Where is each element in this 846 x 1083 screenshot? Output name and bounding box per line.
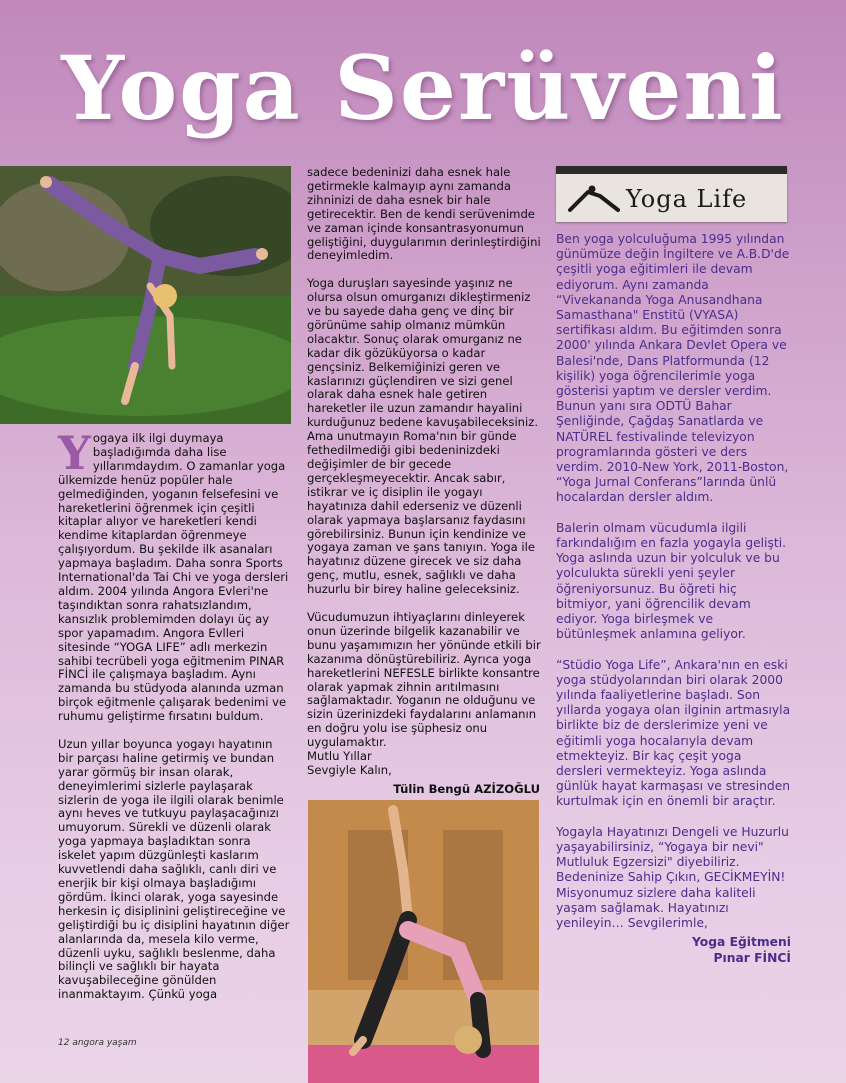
article-paragraph: Uzun yıllar boyunca yogayı hayatının bir parçası haline getirmiş ve bundan yarar görmüş bir insan olarak, deneyimlerimi sizlerle paylaşarak sizlerin de yoga ile ilgili olarak benimle aynı heves ve tutkuyu paylaşacağınızı umuyorum. Sürekli ve düzenli olarak yoga yapmaya başladıktan sonra iskelet yapım düzgünleşti kaslarım kuvvetlendi daha sağlıklı, canlı diri ve enerjik bir kişi olmaya başladığımı gördüm. İkinci olarak, yoga sayesinde herkesin iç disiplinini geliştireceğine ve geliştirdiği bu iç disiplini hayatının diğer alanlarında da, mesela kilo verme, düzenli uyku, sağlıklı beslenme, daha bilinçli ve sağlıklı bir hayata kavuşabileceğine gönülden inanmaktayım. Çünkü yoga [58, 736, 290, 1002]
article-paragraph: Yoga duruşları sayesinde yaşınız ne olursa olsun omurganızı dikleştirmeniz ve bu sayede daha genç ve dinç bir görünüme sahip olmanız mümkün olacaktır. Sonuç olarak omurganız ne kadar dik gözüküyorsa o kadar gençsiniz. Belkemiğinizi geren ve kaslarınızı güçlendiren ve sizi genel olarak daha esnek hale getiren hareketler ile uzun zamandır hayalini kurduğunuz bedene kavuşabileceksiniz. Ama unutmayın Roma'nın bir günde fethedilmediği gibi bedeninizdeki değişimler de bir gecede gerçekleşmeyecektir. Ancak sabır, istikrar ve iç disiplin ile yogayı hayatınıza dahil ederseniz ve düzenli olarak yapmaya başlarsanız faydasını görebilirsiniz. Bunun için kendinize ve yogaya zaman ve şans tanıyın. Yoga ile hayatınız düzene girecek ve siz daha genç, mutlu, esnek, sağlıklı ve daha huzurlu bir birey haline geleceksiniz. [307, 276, 539, 597]
closing-line: Sevgiyle Kalın, [307, 762, 392, 777]
article-paragraph: Yogayla Hayatınızı Dengeli ve Huzurlu yaşayabilirsiniz, “Yogaya bir nevi" Mutluluk Egzersizi" diyebiliriz. Bedeninize Sahip Çıkın, GECİKMEYİN! Misyonumuz sizlere daha kaliteli yaşam sağlamak. Hayatınızı yenileyin… Sevgilerimle, [556, 824, 789, 931]
closing-line: Mutlu Yıllar [307, 749, 372, 764]
yoga-pose-photo-garden [0, 166, 291, 424]
yoga-pose-illustration-garden [0, 166, 291, 424]
article-paragraph: Ben yoga yolculuğuma 1995 yılından günümüze değin İngiltere ve A.B.D'de çeşitli yoga eğitimleri ile devam ediyorum. Aynı zamanda “Vivekananda Yoga Anusandhana Samasthana" Enstitü (VYASA) sertifikası aldım. Bu eğitimden sonra 2000' yılında Ankara Devlet Opera ve Balesi'nde, Dans Platformunda (12 kişilik) yoga öğrencilerimle yoga gösterisi yaptım ve dersler verdim. Bunun yanı sıra ODTÜ Bahar Şenliğinde, Çağdaş Sanatlarda ve NATÜREL festivalinde televizyon programlarında gösteri ve ders verdim. 2010-New York, 2011-Boston, “Yoga Jurnal Conferans”larında ünlü hocalardan dersler aldım. [556, 232, 790, 505]
article-column-right [556, 232, 791, 966]
article-paragraph [58, 426, 290, 724]
yoga-life-logo [556, 166, 787, 222]
article-paragraph: sadece bedeninizi daha esnek hale getirmekle kalmayıp aynı zamanda zihninizi de daha esnek bir hale getirecektir. Ben de kendi serüvenimde ve zaman içinde konsantrasyonumun geliştiğini, duygularımın derinleştirdiğini deneyimledim. [307, 165, 541, 263]
instructor-name: Pınar FİNCİ [713, 950, 791, 965]
author-signature: Tülin Bengü AZİZOĞLU [393, 782, 540, 796]
article-column-left [58, 426, 290, 1016]
article-paragraph: Vücudumuzun ihtiyaçlarını dinleyerek onun üzerinde bilgelik kazanabilir ve bunu yaşamımızın her yönünde etkili bir kazanıma dönüştürebiliriz. Ayrıca yoga hareketlerini NEFESLE birlikte konsantre olarak yapmak zihnin arıtılmasını sağlamaktadır. Yoganın ne olduğunu ve sizin üzerinizdeki faydalarını anlamanın en doğru yolu ise şüphesiz onu uygulamaktır. [307, 609, 541, 750]
article-paragraph: Balerin olmam vücudumla ilgili farkındalığım en fazla yogayla gelişti. Yoga aslında uzun bir yolculuk ve bu yolculukta sürekli yeni şeyler öğreniyorsunuz. Bu öğreti hiç bitmiyor, yani öğrencilik devam ediyor. Yoga birleşmek ve bütünleşmek anlamına geliyor. [556, 520, 787, 642]
article-paragraph: “Stüdio Yoga Life”, Ankara'nın en eski yoga stüdyolarından biri olarak 2000 yılında faaliyetlerine başladı. Son yıllarda yogaya olan ilginin artmasıyla birlikte biz de derslerimize yeni ve eğitimli yoga hocalarıyla devam etmekteyiz. Bir kaç çeşit yoga dersleri vermekteyiz. Yoga aslında günlük hayat karmaşası ve stresinden kurtulmak için en önemli bir araçtır. [556, 657, 791, 809]
yoga-pose-illustration-studio [308, 800, 539, 1083]
yoga-pose-logo-icon [566, 184, 622, 214]
page-title: Yoga Serüveni [61, 36, 785, 140]
paragraph-text: ogaya ilk ilgi duymaya başladığımda daha lise yıllarımdaydım. O zamanlar yoga ülkemizde henüz popüler hale gelmediğinden, yoganın felsefesini ve hareketlerini öğrenmek için çeşitli kitaplar alıyor ve hareketleri kendi kendime kitaplardan öğrenmeye çalışıyordum. Bu şekilde ilk asanaları yapmaya başladım. Daha sonra Sports International'da Tai Chi ve yoga dersleri aldım. 2004 yılında Angora Evleri'ne taşındıktan sonra rahatsızlandım, kansızlık problemimden dolayı üç ay spor yapamadım. Angora Evlleri sitesinde “YOGA LIFE” adlı merkezin sahibi tecrübeli yoga eğitmenim PINAR FİNCİ ile çalışmaya başladım. Aynı zamanda bu stüdyoda alanında uzman birçok eğitmenle çalışarak bedenimi ve ruhumu geliştirme fırsatını buldum. [58, 431, 289, 724]
yoga-pose-photo-studio [308, 800, 539, 1083]
logo-top-bar [556, 166, 787, 174]
instructor-title: Yoga Eğitmeni [691, 935, 791, 950]
article-column-middle [307, 166, 542, 778]
logo-text: Yoga Life [626, 185, 748, 213]
page-footer: 12 angora yaşam [58, 1038, 137, 1048]
drop-cap: Y [58, 426, 91, 480]
